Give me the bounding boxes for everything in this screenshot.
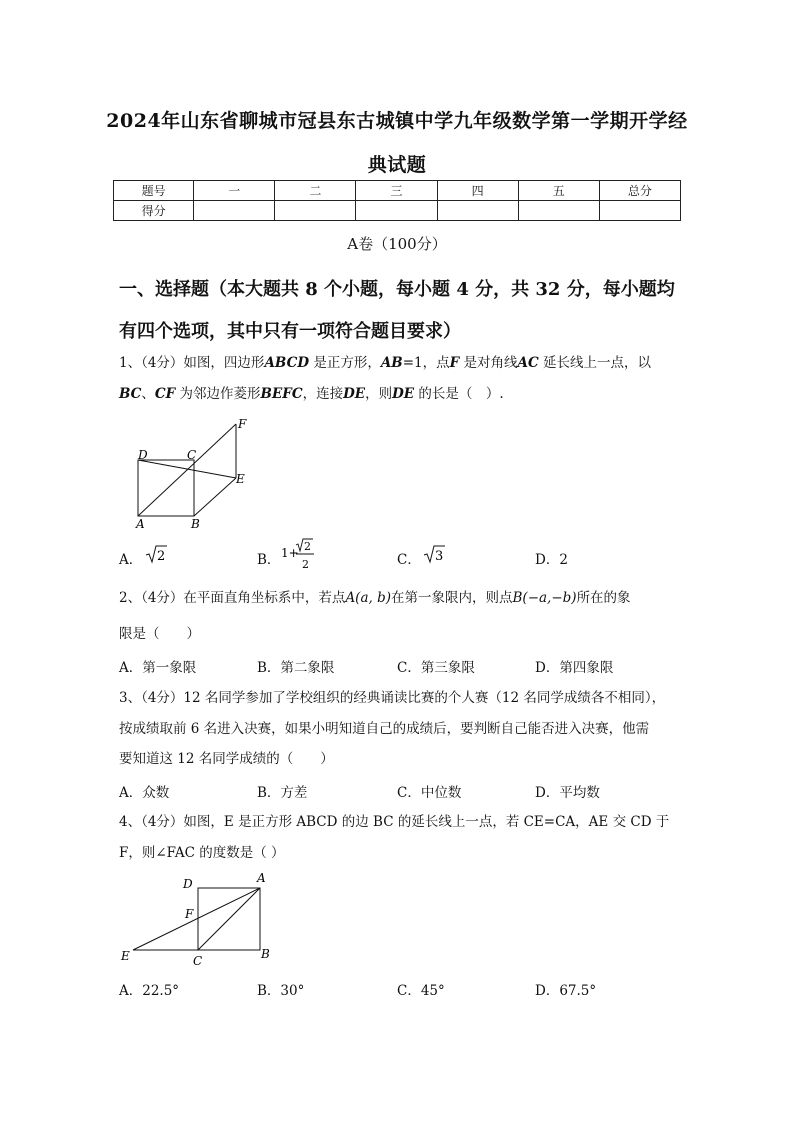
q1-var: BC — [119, 386, 142, 402]
sqrt-2-glyph — [144, 543, 168, 565]
q2-option-d[interactable]: D．第四象限 — [535, 660, 614, 676]
question-1-line2 — [119, 384, 689, 404]
q2-text: 在第一象限内，则点 — [391, 590, 513, 606]
svg-text:1+: 1+ — [281, 546, 299, 560]
q2-text: 2、（4分）在平面直角坐标系中，若点 — [119, 590, 346, 606]
q2-option-c[interactable]: C．第三象限 — [397, 660, 475, 676]
score-blank-cell — [599, 201, 680, 221]
score-blank-cell — [356, 201, 437, 221]
score-blank-cell — [437, 201, 518, 221]
label-f: F — [238, 417, 247, 431]
svg-text:2: 2 — [304, 540, 311, 553]
score-header-cell: 三 — [356, 181, 437, 201]
score-header-cell: 总分 — [599, 181, 680, 201]
volume-title: A卷（100分） — [347, 235, 447, 253]
q1-text: 为邻边作菱形 — [175, 386, 261, 402]
option-value: 2 — [559, 552, 568, 568]
q1-text: 的长是（ ）. — [414, 386, 504, 402]
q1-var: DE — [343, 386, 366, 402]
q3-option-c[interactable]: C．中位数 — [397, 785, 462, 801]
q1-text: 、 — [141, 386, 155, 402]
question-1-figure — [130, 414, 260, 534]
label-f: F — [185, 907, 194, 921]
q2-point-b: B(−a,−b) — [512, 590, 577, 606]
q1-var: CF — [154, 386, 176, 402]
option-letter: D． — [535, 552, 560, 568]
score-table-score-row — [114, 201, 681, 221]
q1-text: 是对角线 — [459, 355, 518, 371]
score-table-header-row — [114, 181, 681, 201]
label-a: A — [136, 517, 145, 531]
paper-title-line2: 典试题 — [367, 154, 427, 176]
label-a: A — [257, 871, 266, 885]
svg-text:3: 3 — [435, 549, 444, 564]
section-heading-line1: 一、选择题（本大题共 8 个小题，每小题 4 分，共 32 分，每小题均 — [119, 279, 675, 300]
diagonal-ca — [198, 888, 260, 950]
question-2-line1 — [119, 588, 689, 608]
score-table — [113, 180, 681, 221]
q1-text: ，连接 — [302, 386, 344, 402]
q1-option-d[interactable] — [535, 548, 568, 568]
question-2-line2: 限是（ ） — [119, 626, 200, 642]
label-e: E — [236, 472, 245, 486]
question-4-line2: F，则∠FAC 的度数是（ ） — [119, 845, 285, 861]
q1-option-c[interactable] — [397, 548, 421, 568]
sqrt-3-glyph — [422, 543, 446, 565]
label-b: B — [261, 947, 270, 961]
svg-text:2: 2 — [157, 549, 166, 564]
label-c: C — [187, 448, 197, 462]
question-4-figure — [115, 870, 275, 970]
q1-var: BEFC — [260, 386, 303, 402]
q1-var: DE — [392, 386, 415, 402]
svg-text:2: 2 — [302, 558, 309, 571]
q1-text: =1，点 — [402, 355, 450, 371]
segment-de — [138, 460, 236, 478]
question-3-line3: 要知道这 12 名同学成绩的（ ） — [119, 751, 334, 767]
q3-option-b[interactable]: B．方差 — [257, 785, 308, 801]
q4-option-d[interactable]: D．67.5° — [535, 983, 597, 999]
score-row-label: 得分 — [114, 201, 194, 221]
q2-option-a[interactable]: A．第一象限 — [119, 660, 197, 676]
q1-text: 延长线上一点，以 — [538, 355, 652, 371]
diagonal-ac-extended — [138, 424, 236, 516]
question-3-line2: 按成绩取前 6 名进入决赛，如果小明知道自己的成绩后，要判断自己能否进入决赛，他需 — [119, 721, 650, 737]
score-header-cell: 五 — [518, 181, 599, 201]
label-d: D — [183, 877, 193, 891]
side-be — [194, 478, 236, 516]
label-d: D — [138, 448, 148, 462]
score-header-cell: 一 — [194, 181, 275, 201]
score-blank-cell — [518, 201, 599, 221]
q1-text: 是正方形， — [309, 355, 381, 371]
question-4-line1: 4、（4分）如图，E 是正方形 ABCD 的边 BC 的延长线上一点，若 CE=CA，AE 交 CD 于 — [119, 814, 670, 830]
score-header-cell: 四 — [437, 181, 518, 201]
q2-option-b[interactable]: B．第二象限 — [257, 660, 335, 676]
option-letter: A． — [119, 552, 143, 568]
paper-title-line1: 2024年山东省聊城市冠县东古城镇中学九年级数学第一学期开学经 — [106, 110, 688, 132]
option-letter: C． — [397, 552, 421, 568]
q1-text: ，则 — [365, 386, 393, 402]
q4-option-c[interactable]: C．45° — [397, 983, 445, 999]
q1-text: 1、（4分）如图，四边形 — [119, 355, 265, 371]
score-header-cell: 二 — [275, 181, 356, 201]
q2-point-a: A(a, b) — [345, 590, 391, 606]
score-blank-cell — [275, 201, 356, 221]
q1-var: F — [449, 355, 460, 371]
q1-option-a[interactable] — [119, 548, 142, 568]
q1-var: AC — [517, 355, 539, 371]
score-blank-cell — [194, 201, 275, 221]
q4-option-a[interactable]: A．22.5° — [119, 983, 180, 999]
section-heading-line2: 有四个选项，其中只有一项符合题目要求） — [119, 321, 461, 342]
q1-option-b[interactable] — [257, 548, 280, 568]
q3-option-d[interactable]: D．平均数 — [535, 785, 600, 801]
label-e: E — [121, 949, 130, 963]
score-header-cell: 题号 — [114, 181, 194, 201]
q4-option-b[interactable]: B．30° — [257, 983, 305, 999]
label-c: C — [193, 954, 203, 968]
label-b: B — [191, 517, 200, 531]
option-letter: B． — [257, 552, 281, 568]
q1-var: AB — [380, 355, 403, 371]
q2-text: 所在的象 — [576, 590, 631, 606]
q1-var: ABCD — [264, 355, 310, 371]
question-1-line1 — [119, 353, 689, 373]
segment-ea — [133, 888, 260, 950]
question-3-line1: 3、（4分）12 名同学参加了学校组织的经典诵读比赛的个人赛（12 名同学成绩各不相同）， — [119, 690, 666, 706]
q3-option-a[interactable]: A．众数 — [119, 785, 170, 801]
one-plus-sqrt2-over-2-glyph — [281, 536, 325, 572]
